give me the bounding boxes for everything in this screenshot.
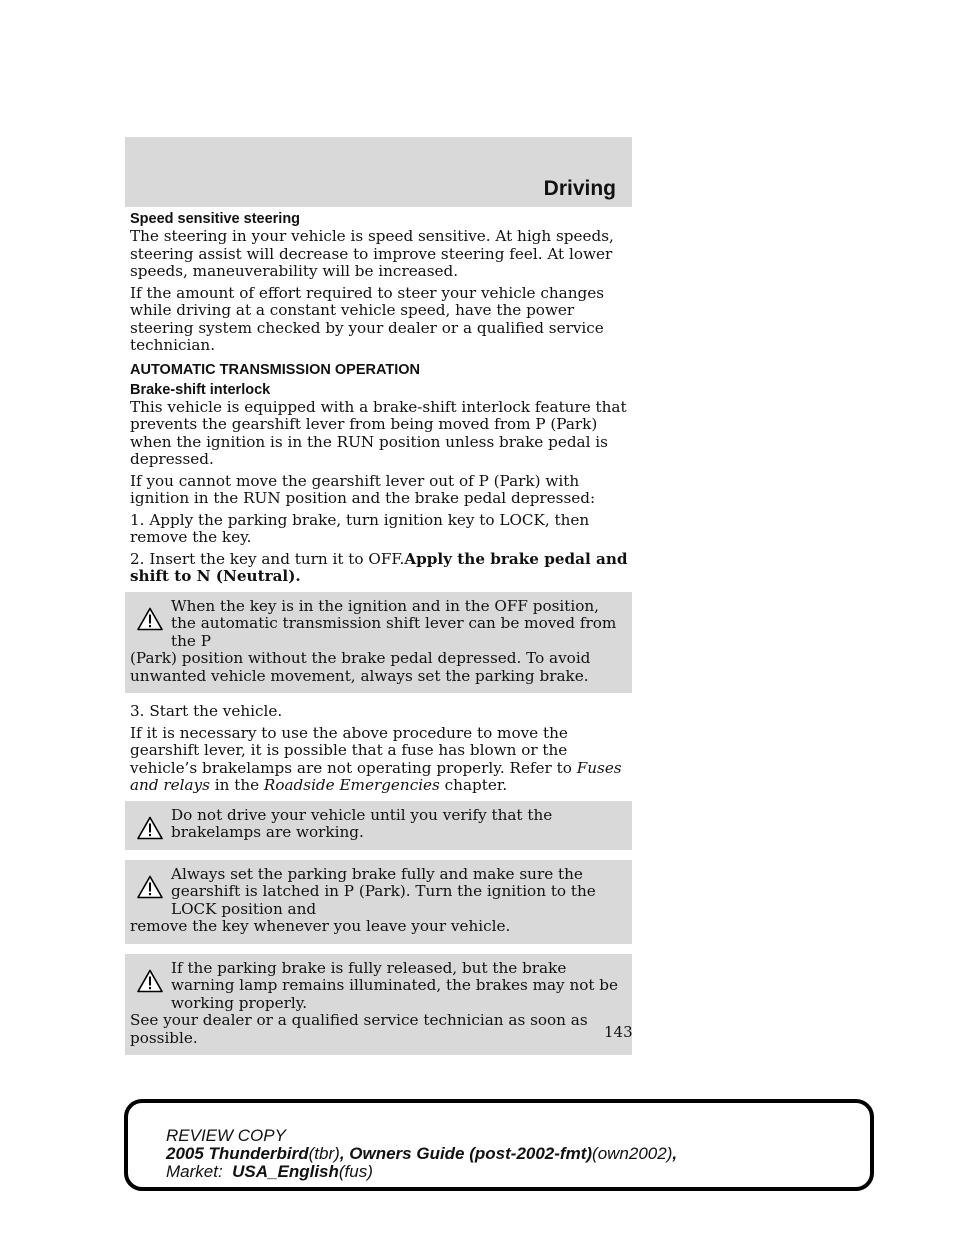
footer-sep-1: , xyxy=(339,1144,350,1163)
step-2-bold: Apply the brake pedal and shift to N (Neutral). xyxy=(130,549,628,585)
warning-3-rest: remove the key whenever you leave your vehicle. xyxy=(130,917,511,935)
footer-model-code: (tbr) xyxy=(308,1144,340,1163)
warning-box-1 xyxy=(125,592,632,694)
step-2 xyxy=(130,551,632,586)
warning-box-4 xyxy=(125,954,632,1056)
fuse-paragraph xyxy=(130,725,632,795)
fuse-text-c: chapter. xyxy=(444,776,508,794)
warning-triangle-icon xyxy=(137,816,163,840)
review-copy-text xyxy=(166,1127,677,1181)
step-1: 1. Apply the parking brake, turn ignition key to LOCK, then remove the key. xyxy=(130,510,590,546)
page-number: 143 xyxy=(604,1023,633,1041)
warning-triangle-icon xyxy=(137,969,163,993)
warning-1-first: When the key is in the ignition and in the OFF position, the automatic transmission shift lever can be moved from the P xyxy=(171,596,617,650)
page-content xyxy=(130,210,632,1065)
footer-guide: Owners Guide (post-2002-fmt) xyxy=(349,1144,593,1163)
step-2-text: 2. Insert the key and turn it to OFF. xyxy=(130,549,405,568)
warning-4-first: If the parking brake is fully released, but the brake warning lamp remains illuminated, the brakes may not be working properly. xyxy=(171,958,619,1012)
review-label: REVIEW COPY xyxy=(166,1126,286,1145)
footer-model: 2005 Thunderbird xyxy=(166,1144,309,1163)
brake-paragraph-1: This vehicle is equipped with a brake-shift interlock feature that prevents the gearshift lever from being moved from P (Park) when the ignition is in the RUN position unless brake pedal is depressed. xyxy=(130,397,627,468)
fuse-ref-roadside: Roadside Emergencies xyxy=(263,776,440,794)
fuse-ref-fuses: Fuses and relays xyxy=(130,758,622,794)
brake-shift-heading: Brake-shift interlock xyxy=(130,381,271,398)
footer-market: USA_English xyxy=(232,1162,339,1181)
speed-paragraph-2: If the amount of effort required to steer your vehicle changes while driving at a constant vehicle speed, have the power steering system checked by your dealer or a qualified service technician. xyxy=(130,283,604,354)
warning-box-3 xyxy=(125,860,632,944)
auto-transmission-heading: AUTOMATIC TRANSMISSION OPERATION xyxy=(130,361,420,378)
warning-triangle-icon xyxy=(137,607,163,631)
warning-triangle-icon xyxy=(137,875,163,899)
footer-market-line xyxy=(166,1163,677,1181)
fuse-text-b: in the xyxy=(214,776,260,794)
footer-market-label: Market: xyxy=(166,1162,223,1181)
warning-1-rest: (Park) position without the brake pedal depressed. To avoid unwanted vehicle movement, always set the parking brake. xyxy=(130,649,591,685)
footer-model-line xyxy=(166,1145,677,1163)
section-title: Driving xyxy=(543,177,616,200)
fuse-text-a: If it is necessary to use the above procedure to move the gearshift lever, it is possible that a fuse has blown or the vehicle’s brakelamps are not operating properly. Refer to xyxy=(130,723,572,777)
step-3: 3. Start the vehicle. xyxy=(130,702,283,720)
warning-4-rest: See your dealer or a qualified service technician as soon as possible. xyxy=(130,1011,588,1047)
warning-2-text: Do not drive your vehicle until you verify that the brakelamps are working. xyxy=(171,805,553,841)
footer-guide-code: (own2002) xyxy=(592,1144,673,1163)
brake-paragraph-2: If you cannot move the gearshift lever out of P (Park) with ignition in the RUN position and the brake pedal depressed: xyxy=(130,471,596,507)
footer-market-code: (fus) xyxy=(338,1162,373,1181)
footer-sep-2: , xyxy=(672,1144,678,1163)
speed-heading: Speed sensitive steering xyxy=(130,211,301,227)
warning-box-2 xyxy=(125,801,632,850)
speed-paragraph-1: The steering in your vehicle is speed sensitive. At high speeds, steering assist will decrease to improve steering feel. At lower speeds, maneuverability will be increased. xyxy=(130,227,614,280)
warning-3-first: Always set the parking brake fully and make sure the gearshift is latched in P (Park). Turn the ignition to the LOCK position and xyxy=(171,864,596,918)
header-band xyxy=(125,137,632,207)
